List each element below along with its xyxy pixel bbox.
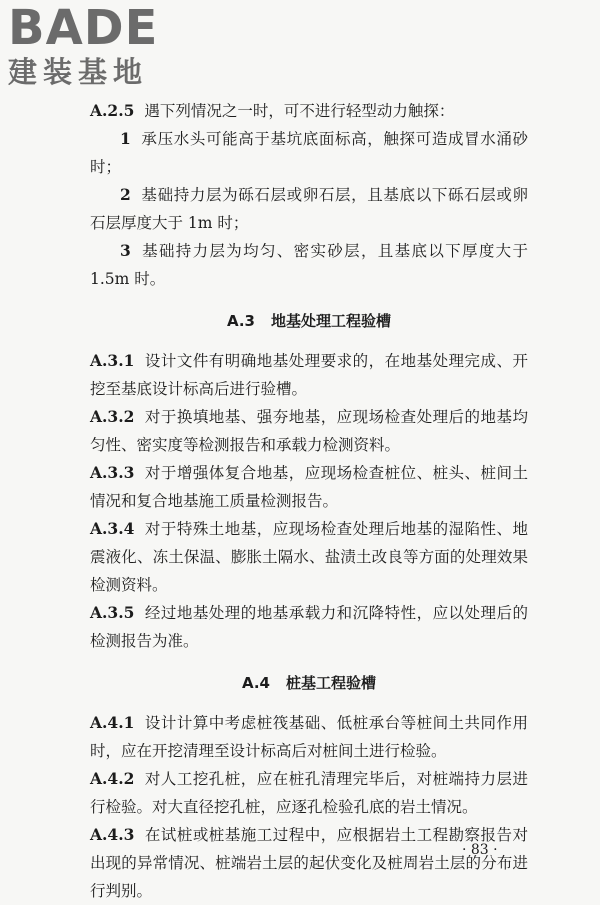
clause-a-4-1 xyxy=(90,709,528,765)
clause-text: 设计计算中考虑桩筏基础、低桩承台等桩间土共同作用时，应在开挖清理至设计标高后对桩间土进行检验。 xyxy=(90,714,528,760)
clause-a-3-4 xyxy=(90,515,528,599)
clause-a-3-3 xyxy=(90,459,528,515)
section-title: 地基处理工程验槽 xyxy=(271,312,392,330)
section-number: A.4 xyxy=(241,674,270,692)
item-text: 基础持力层为砾石层或卵石层，且基底以下砾石层或卵石层厚度大于 1m 时； xyxy=(90,186,528,232)
clause-text: 设计文件有明确地基处理要求的，在地基处理完成、开挖至基底设计标高后进行验槽。 xyxy=(90,352,528,398)
clause-number: A.3.4 xyxy=(90,519,135,538)
list-item xyxy=(90,125,528,181)
logo-latin-text: BADE xyxy=(8,0,159,56)
section-heading-a3 xyxy=(90,307,528,335)
item-text: 承压水头可能高于基坑底面标高，触探可造成冒水涌砂时； xyxy=(90,130,528,176)
clause-text: 对人工挖孔桩，应在桩孔清理完毕后，对桩端持力层进行检验。对大直径挖孔桩，应逐孔检验孔底的岩土情况。 xyxy=(90,770,528,816)
bade-logo xyxy=(8,2,183,97)
clause-text: 在试桩或桩基施工过程中，应根据岩土工程勘察报告对出现的异常情况、桩端岩土层的起伏变化及桩周岩土层的分布进行判别。 xyxy=(90,826,528,900)
logo-cjk-text: 建装基地 xyxy=(8,55,149,89)
list-item xyxy=(90,181,528,237)
item-number: 1 xyxy=(120,129,131,148)
clause-number: A.3.5 xyxy=(90,603,135,622)
clause-text: 遇下列情况之一时，可不进行轻型动力触探： xyxy=(144,102,455,120)
clause-a-3-5 xyxy=(90,599,528,655)
clause-text: 对于特殊土地基，应现场检查处理后地基的湿陷性、地震液化、冻土保温、膨胀土隔水、盐渍土改良等方面的处理效果检测资料。 xyxy=(90,520,528,594)
section-number: A.3 xyxy=(226,312,255,330)
clause-number: A.4.1 xyxy=(90,713,135,732)
clause-a-4-2 xyxy=(90,765,528,821)
item-number: 3 xyxy=(120,241,131,260)
clause-text: 对于换填地基、强夯地基，应现场检查处理后的地基均匀性、密实度等检测报告和承载力检测资料。 xyxy=(90,408,528,454)
page-number: · 83 · xyxy=(462,842,498,858)
clause-number: A.4.2 xyxy=(90,769,135,788)
list-item xyxy=(90,237,528,293)
item-text: 基础持力层为均匀、密实砂层，且基底以下厚度大于 1.5m 时。 xyxy=(90,242,528,288)
document-body xyxy=(90,97,528,905)
clause-a-3-1 xyxy=(90,347,528,403)
clause-a-2-5 xyxy=(90,97,528,125)
clause-number: A.4.3 xyxy=(90,825,135,844)
clause-number: A.3.3 xyxy=(90,463,135,482)
section-heading-a4 xyxy=(90,669,528,697)
section-title: 桩基工程验槽 xyxy=(286,674,377,692)
clause-number: A.2.5 xyxy=(90,101,135,120)
clause-number: A.3.2 xyxy=(90,407,135,426)
clause-a-4-3 xyxy=(90,821,528,905)
item-number: 2 xyxy=(120,185,131,204)
clause-number: A.3.1 xyxy=(90,351,135,370)
clause-text: 经过地基处理的地基承载力和沉降特性，应以处理后的检测报告为准。 xyxy=(90,604,528,650)
clause-text: 对于增强体复合地基，应现场检查桩位、桩头、桩间土情况和复合地基施工质量检测报告。 xyxy=(90,464,528,510)
clause-a-3-2 xyxy=(90,403,528,459)
